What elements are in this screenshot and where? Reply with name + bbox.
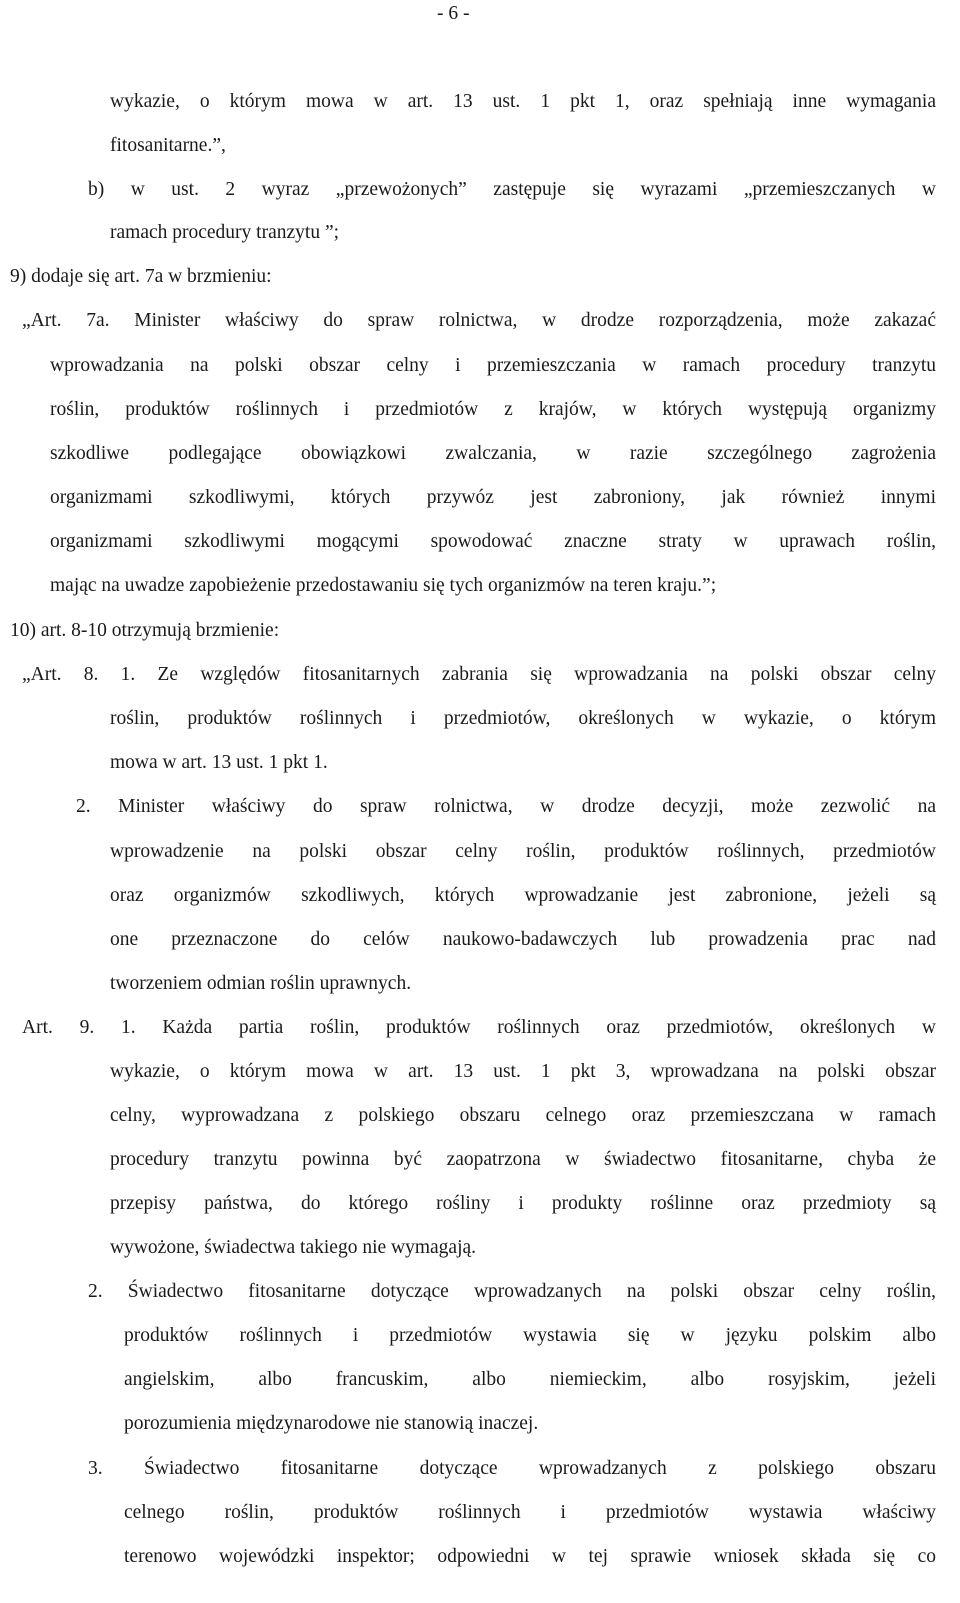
text-line: terenowo wojewódzki inspektor; odpowiedni w tej sprawie wniosek składa się co xyxy=(124,1546,936,1567)
text-line: angielskim, albo francuskim, albo niemieckim, albo rosyjskim, jeżeli xyxy=(124,1369,936,1390)
text-line: 10) art. 8-10 otrzymują brzmienie: xyxy=(10,620,280,641)
text-line: Art. 9. 1. Każda partia roślin, produktów roślinnych oraz przedmiotów, określonych w xyxy=(22,1017,936,1038)
text-line: przepisy państwa, do którego rośliny i produkty roślinne oraz przedmioty są xyxy=(110,1193,936,1214)
text-line: 3. Świadectwo fitosanitarne dotyczące wprowadzanych z polskiego obszaru xyxy=(88,1458,936,1479)
text-line: wprowadzania na polski obszar celny i przemieszczania w ramach procedury tranzytu xyxy=(50,355,936,376)
text-line: wprowadzenie na polski obszar celny roślin, produktów roślinnych, przedmiotów xyxy=(110,841,936,862)
text-line: b) w ust. 2 wyraz „przewożonych” zastępuje się wyrazami „przemieszczanych w xyxy=(88,179,936,200)
text-line: „Art. 8. 1. Ze względów fitosanitarnych zabrania się wprowadzania na polski obszar celny xyxy=(22,664,936,685)
text-line: porozumienia międzynarodowe nie stanowią inaczej. xyxy=(124,1413,539,1434)
text-line: produktów roślinnych i przedmiotów wystawia się w języku polskim albo xyxy=(124,1325,936,1346)
text-line: procedury tranzytu powinna być zaopatrzona w świadectwo fitosanitarne, chyba że xyxy=(110,1149,936,1170)
text-line: roślin, produktów roślinnych i przedmiotów, określonych w wykazie, o którym xyxy=(110,708,936,729)
text-line: organizmami szkodliwymi, których przywóz jest zabroniony, jak również innymi xyxy=(50,487,936,508)
text-line: ramach procedury tranzytu ”; xyxy=(110,222,340,243)
text-line: mając na uwadze zapobieżenie przedostawaniu się tych organizmów na teren kraju.”; xyxy=(50,575,717,596)
text-line: one przeznaczone do celów naukowo-badawczych lub prowadzenia prac nad xyxy=(110,929,936,950)
text-line: oraz organizmów szkodliwych, których wprowadzanie jest zabronione, jeżeli są xyxy=(110,885,936,906)
text-line: 9) dodaje się art. 7a w brzmieniu: xyxy=(10,266,272,287)
text-line: wywożone, świadectwa takiego nie wymagają. xyxy=(110,1237,477,1258)
text-line: wykazie, o którym mowa w art. 13 ust. 1 pkt 3, wprowadzana na polski obszar xyxy=(110,1061,936,1082)
page-number: - 6 - xyxy=(437,3,470,24)
text-line: 2. Świadectwo fitosanitarne dotyczące wprowadzanych na polski obszar celny roślin, xyxy=(88,1281,936,1302)
text-line: celnego roślin, produktów roślinnych i przedmiotów wystawia właściwy xyxy=(124,1502,936,1523)
text-line: wykazie, o którym mowa w art. 13 ust. 1 pkt 1, oraz spełniają inne wymagania xyxy=(110,91,936,112)
text-line: mowa w art. 13 ust. 1 pkt 1. xyxy=(110,752,328,773)
text-line: organizmami szkodliwymi mogącymi spowodować znaczne straty w uprawach roślin, xyxy=(50,531,936,552)
text-line: tworzeniem odmian roślin uprawnych. xyxy=(110,973,412,994)
text-line: 2. Minister właściwy do spraw rolnictwa, w drodze decyzji, może zezwolić na xyxy=(76,796,936,817)
text-line: szkodliwe podlegające obowiązkowi zwalczania, w razie szczególnego zagrożenia xyxy=(50,443,936,464)
text-line: „Art. 7a. Minister właściwy do spraw rolnictwa, w drodze rozporządzenia, może zakazać xyxy=(22,310,936,331)
text-line: celny, wyprowadzana z polskiego obszaru celnego oraz przemieszczana w ramach xyxy=(110,1105,936,1126)
text-line: fitosanitarne.”, xyxy=(110,135,226,156)
text-line: roślin, produktów roślinnych i przedmiotów z krajów, w których występują organizmy xyxy=(50,399,936,420)
